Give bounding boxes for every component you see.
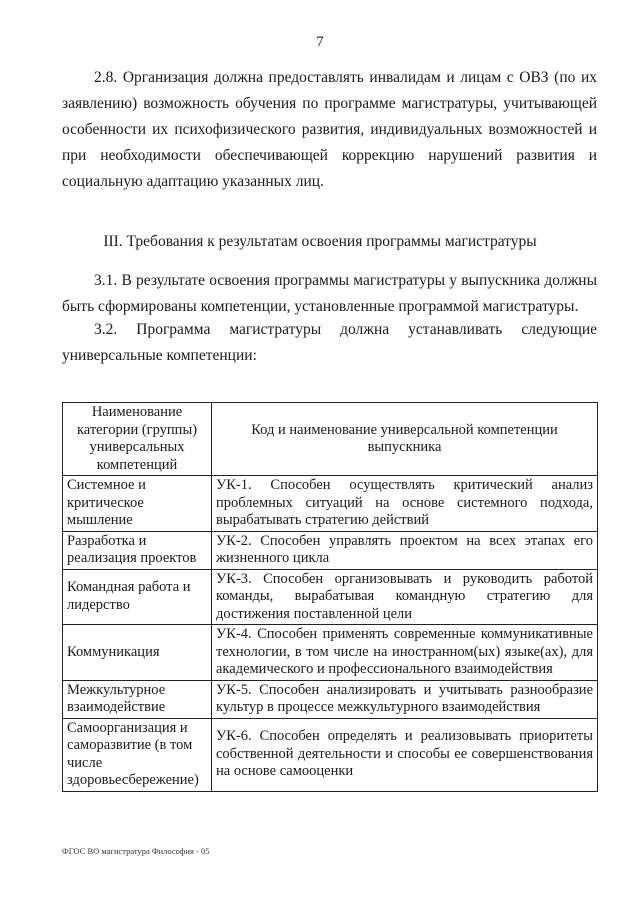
paragraph-3-2: 3.2. Программа магистратуры должна устанавливать следующие универсальные компетенции: — [62, 321, 597, 364]
category-cell: Самоорганизация и саморазвитие (в том числе здоровьесбережение) — [63, 718, 212, 791]
page-number: 7 — [316, 34, 324, 50]
table-row — [63, 625, 598, 681]
paragraph-2-8: 2.8. Организация должна предоставлять инвалидам и лицам с ОВЗ (по их заявлению) возможность обучения по программе магистратуры, учитывающей особенности их психофизического развития, индивидуальных возможностей и при необходимости обеспечивающей коррекцию нарушений развития и социальную адаптацию указанных лиц. — [62, 69, 597, 190]
category-cell: Системное и критическое мышление — [63, 476, 212, 532]
table-row — [63, 476, 598, 532]
table-row — [63, 569, 598, 625]
header-code: Код и наименование универсальной компетенции выпускника — [212, 403, 598, 476]
footer: ФГОС ВО магистратура Философия - 05 — [62, 846, 210, 856]
paragraph-3-1: 3.1. В результате освоения программы магистратуры у выпускника должны быть сформированы компетенции, установленные программой магистратуры. — [62, 272, 597, 315]
category-cell: Межкультурное взаимодействие — [63, 680, 212, 718]
section-title: III. Требования к результатам освоения программы магистратуры — [103, 233, 537, 250]
competency-cell: УК-4. Способен применять современные коммуникативные технологии, в том числе на иностранном(ых) языке(ах), для академического и профессионального взаимодействия — [212, 625, 598, 681]
table-header-row — [63, 403, 598, 476]
header-category: Наименование категории (группы) универсальных компетенций — [63, 403, 212, 476]
competency-cell: УК-2. Способен управлять проектом на всех этапах его жизненного цикла — [212, 531, 598, 569]
competency-cell: УК-6. Способен определять и реализовывать приоритеты собственной деятельности и способы ее совершенствования на основе самооценки — [212, 718, 598, 791]
table-row — [63, 718, 598, 791]
category-cell: Разработка и реализация проектов — [63, 531, 212, 569]
competencies-table — [62, 402, 598, 792]
competency-cell: УК-1. Способен осуществлять критический анализ проблемных ситуаций на основе системного подхода, вырабатывать стратегию действий — [212, 476, 598, 532]
competency-cell: УК-5. Способен анализировать и учитывать разнообразие культур в процессе межкультурного взаимодействия — [212, 680, 598, 718]
table-row — [63, 531, 598, 569]
competency-cell: УК-3. Способен организовывать и руководить работой команды, вырабатывая командную стратегию для достижения поставленной цели — [212, 569, 598, 625]
category-cell: Командная работа и лидерство — [63, 569, 212, 625]
category-cell: Коммуникация — [63, 625, 212, 681]
table-row — [63, 680, 598, 718]
